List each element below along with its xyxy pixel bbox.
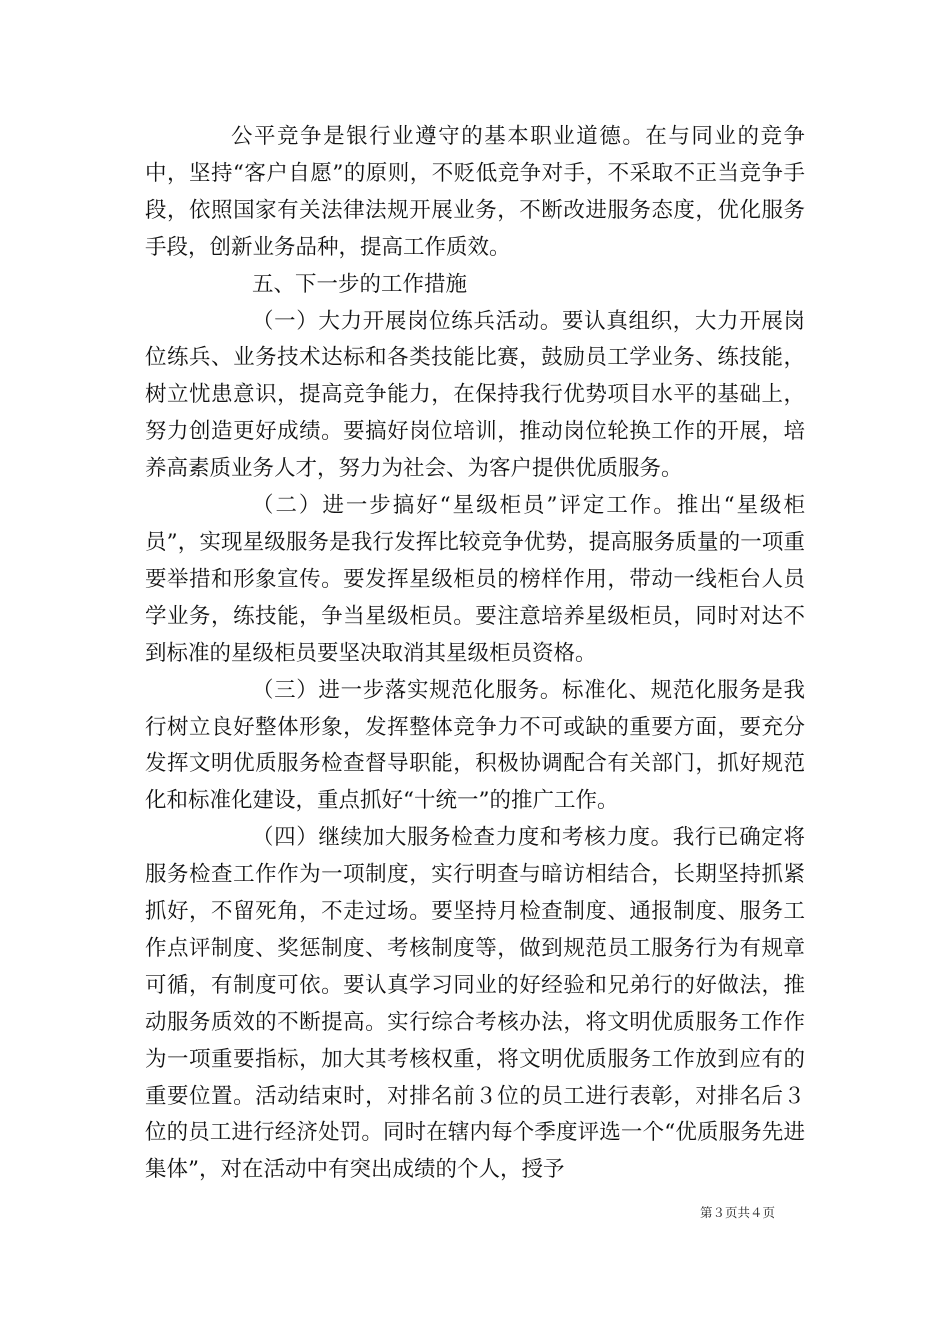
section-heading-next-steps: 五、下一步的工作措施 (252, 271, 468, 297)
page-number-footer: 第３页共４页 (700, 1205, 776, 1220)
paragraph-measure-2: （二）进一步搞好“星级柜员”评定工作。推出“星级柜员”，实现星级服务是我行发挥比较竞争优势，提高服务质量的一项重要举措和形象宣传。要发挥星级柜员的榜样作用，带动一线柜台人员学业务，练技能，争当星级柜员。要注意培养星级柜员，同时对达不到标准的星级柜员要坚决取消其星级柜员资格。 (145, 493, 805, 666)
paragraph-measure-1: （一）大力开展岗位练兵活动。要认真组织，大力开展岗位练兵、业务技术达标和各类技能比赛，鼓励员工学业务、练技能，树立忧患意识，提高竞争能力，在保持我行优势项目水平的基础上，努力创造更好成绩。要搞好岗位培训，推动岗位轮换工作的开展，培养高素质业务人才，努力为社会、为客户提供优质服务。 (145, 308, 805, 482)
paragraph-measure-4: （四）继续加大服务检查力度和考核力度。我行已确定将服务检查工作作为一项制度，实行明查与暗访相结合，长期坚持抓紧抓好，不留死角，不走过场。要坚持月检查制度、通报制度、服务工作点评制度、奖惩制度、考核制度等，做到规范员工服务行为有规章可循，有制度可依。要认真学习同业的好经验和兄弟行的好做法，推动服务质效的不断提高。实行综合考核办法，将文明优质服务工作作为一项重要指标，加大其考核权重，将文明优质服务工作放到应有的重要位置。活动结束时，对排名前３位的员工进行表彰，对排名后３位的员工进行经济处罚。同时在辖内每个季度评选一个“优质服务先进集体”，对在活动中有突出成绩的个人，授予 (145, 825, 805, 1183)
document-body (145, 119, 805, 1189)
paragraph-measure-3: （三）进一步落实规范化服务。标准化、规范化服务是我行树立良好整体形象，发挥整体竞争力不可或缺的重要方面，要充分发挥文明优质服务检查督导职能，积极协调配合有关部门，抓好规范化和标准化建设，重点抓好“十统一”的推广工作。 (145, 677, 805, 814)
paragraph-fair-competition: 公平竞争是银行业遵守的基本职业道德。在与同业的竞争中，坚持“客户自愿”的原则，不贬低竞争对手，不采取不正当竞争手段，依照国家有关法律法规开展业务，不断改进服务态度，优化服务手段，创新业务品种，提高工作质效。 (145, 124, 805, 260)
